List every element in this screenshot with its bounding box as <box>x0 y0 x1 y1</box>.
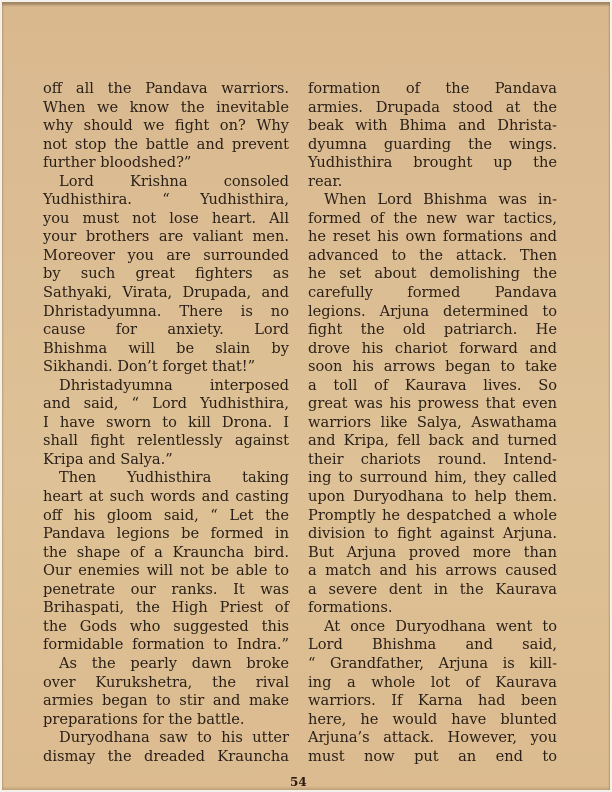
text-line: the shape of a Krauncha bird. <box>43 543 289 561</box>
text-line: Dhristadyumna. There is no <box>43 302 289 320</box>
text-line: Lord Krishna consoled <box>59 172 289 190</box>
book-page <box>2 2 610 790</box>
text-line: and Kripa, fell back and turned <box>308 432 557 450</box>
text-line: rear. <box>308 172 343 190</box>
text-line: the Gods who suggested this <box>43 617 289 635</box>
page-number: 54 <box>290 775 307 789</box>
text-line: he reset his own formations and <box>308 228 557 246</box>
text-line: Bhishma will be slain by <box>43 339 289 357</box>
text-line: over Kurukshetra, the rival <box>43 673 289 691</box>
text-line: Yudhisthira. “ Yudhisthira, <box>43 191 289 209</box>
text-line: I have sworn to kill Drona. I <box>43 413 289 431</box>
text-line: At once Duryodhana went to <box>324 617 557 635</box>
text-line: you must not lose heart. All <box>43 209 289 227</box>
text-line: off his gloom said, “ Let the <box>43 506 289 524</box>
text-line: formed of the new war tactics, <box>308 209 557 227</box>
text-line: Arjuna’s attack. However, you <box>308 729 557 747</box>
text-line: Our enemies will not be able to <box>43 562 289 580</box>
text-line: and said, “ Lord Yudhisthira, <box>43 395 289 413</box>
text-line: a match and his arrows caused <box>308 562 557 580</box>
text-line: Dhristadyumna interposed <box>59 376 289 394</box>
text-line: division to fight against Arjuna. <box>308 525 557 543</box>
text-line: armies began to stir and make <box>43 692 289 710</box>
text-line: here, he would have blunted <box>308 710 557 728</box>
text-line: Kripa and Salya.” <box>43 450 173 468</box>
text-line: As the pearly dawn broke <box>59 654 289 672</box>
text-line: heart at such words and casting <box>43 488 289 506</box>
text-line: “ Grandfather, Arjuna is kill- <box>308 654 557 672</box>
text-line: Yudhisthira brought up the <box>308 154 557 172</box>
text-line: by such great fighters as <box>43 265 289 283</box>
text-line: off all the Pandava warriors. <box>43 80 289 97</box>
text-line: he set about demolishing the <box>308 265 557 283</box>
text-line: warriors like Salya, Aswathama <box>308 413 557 431</box>
text-line: why should we fight on? Why <box>43 117 289 135</box>
text-line: preparations for the battle. <box>43 710 245 728</box>
text-line: upon Duryodhana to help them. <box>308 488 557 506</box>
text-line: great was his prowess that even <box>308 395 557 413</box>
text-line: Then Yudhisthira taking <box>59 469 289 487</box>
text-line: a severe dent in the Kaurava <box>308 580 557 598</box>
text-line: Promptly he despatched a whole <box>308 506 557 524</box>
text-line: their chariots round. Intend- <box>308 450 557 468</box>
text-line: soon his arrows began to take <box>308 358 557 376</box>
text-line: legions. Arjuna determined to <box>308 302 557 320</box>
text-line: formations. <box>308 599 393 617</box>
text-line: But Arjuna proved more than <box>308 543 557 561</box>
text-line: beak with Bhima and Dhrista- <box>308 117 557 135</box>
text-line: Sathyaki, Virata, Drupada, and <box>43 284 289 302</box>
text-line: Lord Bhishma and said, <box>308 636 557 654</box>
text-line: ing to surround him, they called <box>308 469 557 487</box>
text-line: further bloodshed?” <box>43 154 192 172</box>
text-line: formidable formation to Indra.” <box>43 636 289 654</box>
text-line: must now put an end to <box>308 747 557 765</box>
text-line: fight the old patriarch. He <box>308 321 557 339</box>
text-line: Moreover you are surrounded <box>43 246 289 264</box>
text-line: dismay the dreaded Krauncha <box>43 747 289 765</box>
text-line: Sikhandi. Don’t forget that!” <box>43 358 256 376</box>
text-line: drove his chariot forward and <box>308 339 557 357</box>
text-line: shall fight relentlessly against <box>43 432 289 450</box>
text-line: warriors. If Karna had been <box>308 692 557 710</box>
text-line: penetrate our ranks. It was <box>43 580 289 598</box>
text-line: cause for anxiety. Lord <box>43 321 289 339</box>
text-line: When we know the inevitable <box>43 98 289 116</box>
text-line: dyumna guarding the wings. <box>308 135 557 153</box>
text-line: your brothers are valiant men. <box>43 228 289 246</box>
text-line: carefully formed Pandava <box>308 284 557 302</box>
text-line: Duryodhana saw to his utter <box>59 729 289 747</box>
right-column <box>308 80 557 766</box>
text-line: formation of the Pandava <box>308 80 557 97</box>
text-line: armies. Drupada stood at the <box>308 98 557 116</box>
text-line: ing a whole lot of Kaurava <box>308 673 557 691</box>
left-column <box>43 80 289 766</box>
text-line: a toll of Kaurava lives. So <box>308 376 557 394</box>
text-line: Pandava legions be formed in <box>43 525 289 543</box>
text-line: Brihaspati, the High Priest of <box>43 599 289 617</box>
text-line: When Lord Bhishma was in- <box>324 191 557 209</box>
text-line: not stop the battle and prevent <box>43 135 289 153</box>
text-line: advanced to the attack. Then <box>308 246 557 264</box>
